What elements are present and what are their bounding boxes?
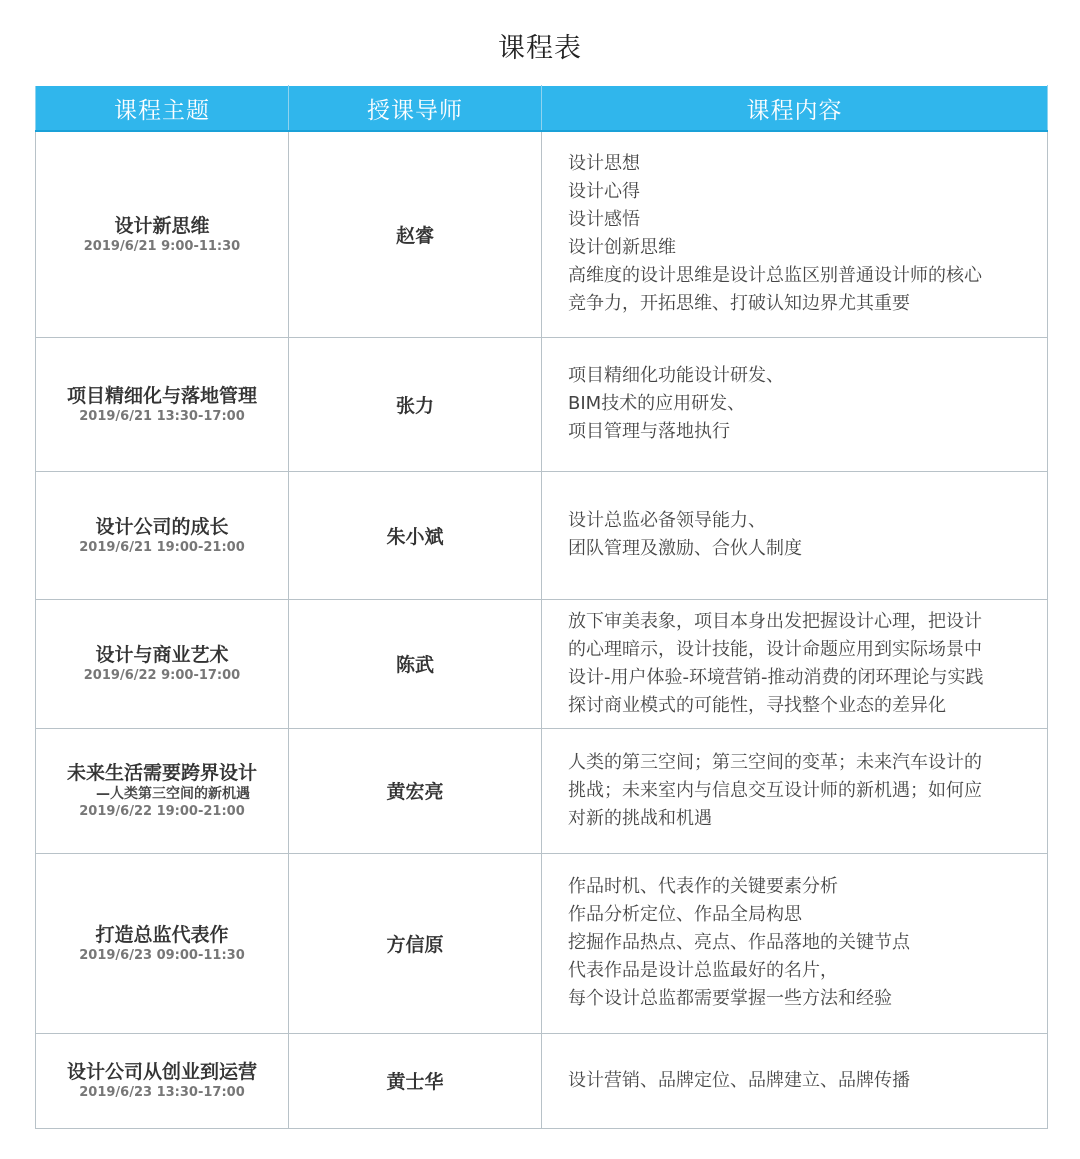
teacher-name: 陈武 xyxy=(289,599,542,728)
content-line: 探讨商业模式的可能性，寻找整个业态的差异化 xyxy=(568,694,946,716)
topic-date: 2019/6/23 13:30-17:00 xyxy=(79,1085,245,1100)
teacher-name: 方信原 xyxy=(289,853,542,1033)
content-line: 的心理暗示，设计技能，设计命题应用到实际场景中 xyxy=(568,638,982,660)
content-line: 作品时机、代表作的关键要素分析 xyxy=(568,876,838,897)
topic-date: 2019/6/21 19:00-21:00 xyxy=(79,539,245,555)
table-row xyxy=(36,728,1048,853)
schedule-table xyxy=(35,85,1048,1129)
content-line: 设计创新思维 xyxy=(568,237,676,259)
content-line: 人类的第三空间；第三空间的变革；未来汽车设计的 xyxy=(568,751,982,773)
content-line: 设计思想 xyxy=(568,153,640,175)
table-row xyxy=(36,131,1048,337)
table-row xyxy=(36,337,1048,471)
content-line: 代表作品是设计总监最好的名片， xyxy=(568,960,838,981)
topic-title: 设计新思维 xyxy=(114,214,210,237)
teacher-name: 黄宏亮 xyxy=(289,728,542,853)
topic-title: 未来生活需要跨界设计 xyxy=(66,762,257,784)
content-line: 项目管理与落地执行 xyxy=(568,421,730,442)
topic-date: 2019/6/21 13:30-17:00 xyxy=(79,408,245,424)
topic-title: 设计公司的成长 xyxy=(95,515,229,538)
content-cell xyxy=(542,728,1048,853)
teacher-name: 朱小斌 xyxy=(289,471,542,599)
teacher-name: 黄士华 xyxy=(289,1033,542,1128)
topic-title: 项目精细化与落地管理 xyxy=(66,384,257,407)
column-header-content: 课程内容 xyxy=(542,86,1048,132)
content-cell xyxy=(542,471,1048,599)
table-row xyxy=(36,471,1048,599)
table-row xyxy=(36,1033,1048,1128)
content-line: 对新的挑战和机遇 xyxy=(568,807,712,829)
table-row xyxy=(36,853,1048,1033)
teacher-name: 赵睿 xyxy=(289,131,542,337)
topic-date: 2019/6/21 9:00-11:30 xyxy=(83,238,241,254)
topic-cell xyxy=(36,471,289,599)
column-header-topic: 课程主题 xyxy=(36,86,289,132)
content-line: 挑战；未来室内与信息交互设计师的新机遇；如何应 xyxy=(568,779,982,801)
topic-title: 设计与商业艺术 xyxy=(95,644,229,666)
column-header-teacher: 授课导师 xyxy=(289,86,542,132)
content-line: 设计总监必备领导能力、 xyxy=(568,510,766,531)
topic-cell xyxy=(36,728,289,853)
topic-cell xyxy=(36,337,289,471)
topic-cell xyxy=(36,131,289,337)
topic-cell xyxy=(36,1033,289,1128)
content-line: 团队管理及激励、合伙人制度 xyxy=(568,538,802,559)
content-line: 设计-用户体验-环境营销-推动消费的闭环理论与实践 xyxy=(568,666,984,688)
content-cell xyxy=(542,131,1048,337)
topic-title: 打造总监代表作 xyxy=(95,923,229,946)
content-line: 作品分析定位、作品全局构思 xyxy=(568,904,802,925)
topic-date: 2019/6/23 09:00-11:30 xyxy=(79,947,245,963)
teacher-name: 张力 xyxy=(289,337,542,471)
table-row xyxy=(36,599,1048,728)
content-cell xyxy=(542,853,1048,1033)
content-line: 设计感悟 xyxy=(568,209,640,231)
table-header-row xyxy=(36,86,1048,132)
content-cell xyxy=(542,1033,1048,1128)
content-line: 项目精细化功能设计研发、 xyxy=(568,365,784,386)
content-line: 挖掘作品热点、亮点、作品落地的关键节点 xyxy=(568,932,910,953)
topic-title: 设计公司从创业到运营 xyxy=(66,1061,257,1083)
content-line: 设计心得 xyxy=(568,181,640,203)
content-line: 竞争力，开拓思维、打破认知边界尤其重要 xyxy=(568,293,910,315)
topic-cell xyxy=(36,853,289,1033)
topic-date: 2019/6/22 9:00-17:00 xyxy=(83,668,241,683)
topic-date: 2019/6/22 19:00-21:00 xyxy=(79,804,245,819)
content-line: 设计营销、品牌定位、品牌建立、品牌传播 xyxy=(568,1069,910,1091)
table-body xyxy=(36,131,1048,1128)
page-title: 课程表 xyxy=(498,33,582,64)
topic-subtitle: —人类第三空间的新机遇 xyxy=(96,786,250,802)
content-cell xyxy=(542,599,1048,728)
content-line: 放下审美表象，项目本身出发把握设计心理，把设计 xyxy=(568,610,982,632)
content-line: 高维度的设计思维是设计总监区别普通设计师的核心 xyxy=(568,265,982,287)
topic-cell xyxy=(36,599,289,728)
content-cell xyxy=(542,337,1048,471)
content-line: 每个设计总监都需要掌握一些方法和经验 xyxy=(568,988,892,1009)
content-line: BIM技术的应用研发、 xyxy=(568,393,746,414)
